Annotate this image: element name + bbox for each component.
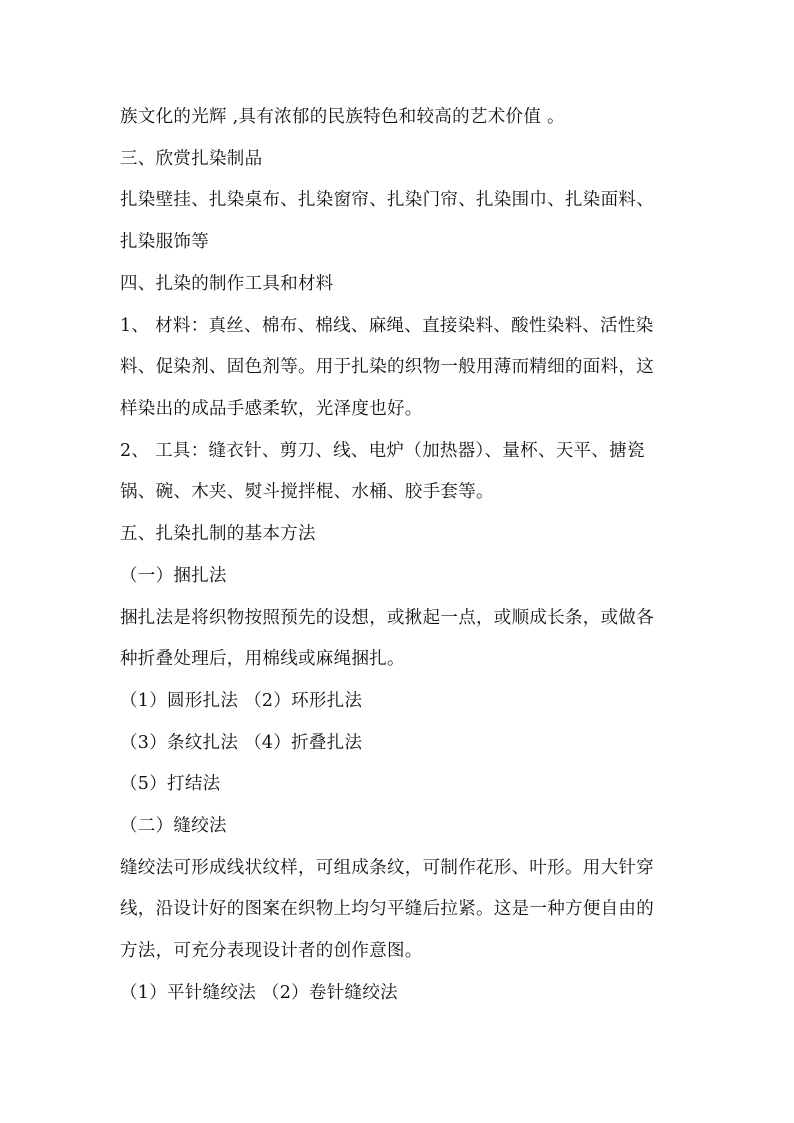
text-line: （1）平针缝绞法 （2）卷针缝绞法 <box>120 983 398 1003</box>
text-line: 线，沿设计好的图案在织物上均匀平缝后拉紧。这是一种方便自由的 <box>120 899 654 919</box>
text-line: （1）圆形扎法 （2）环形扎法 <box>120 691 363 711</box>
text-line: 种折叠处理后，用棉线或麻绳捆扎。 <box>120 649 405 669</box>
text-line: 族文化的光辉 ,具有浓郁的民族特色和较高的艺术价值 。 <box>120 107 565 127</box>
section-heading: 五、扎染扎制的基本方法 <box>120 524 316 544</box>
text-line: 方法，可充分表现设计者的创作意图。 <box>120 941 423 961</box>
text-line: （5）打结法 <box>120 774 221 794</box>
text-line: 扎染壁挂、扎染桌布、扎染窗帘、扎染门帘、扎染围巾、扎染面料、 <box>120 190 654 210</box>
section-heading: 四、扎染的制作工具和材料 <box>120 274 334 294</box>
subsection-heading: （二）缝绞法 <box>120 816 227 836</box>
section-heading: 三、欣赏扎染制品 <box>120 149 263 169</box>
text-line: 扎染服饰等 <box>120 232 209 252</box>
text-line: 样染出的成品手感柔软，光泽度也好。 <box>120 399 423 419</box>
subsection-heading: （一）捆扎法 <box>120 566 227 586</box>
text-line: 料、促染剂、固色剂等。用于扎染的织物一般用薄而精细的面料，这 <box>120 357 654 377</box>
text-line: （3）条纹扎法 （4）折叠扎法 <box>120 733 363 753</box>
text-line: 缝绞法可形成线状纹样，可组成条纹，可制作花形、叶形。用大针穿 <box>120 858 654 878</box>
text-line: 2、 工具：缝衣针、剪刀、线、电炉（加热器）、量杯、天平、搪瓷 <box>120 441 645 461</box>
text-line: 1、 材料：真丝、棉布、棉线、麻绳、直接染料、酸性染料、活性染 <box>120 316 654 336</box>
text-line: 锅、碗、木夹、熨斗搅拌棍、水桶、胶手套等。 <box>120 482 494 502</box>
text-line: 捆扎法是将织物按照预先的设想，或揪起一点，或顺成长条，或做各 <box>120 608 654 628</box>
